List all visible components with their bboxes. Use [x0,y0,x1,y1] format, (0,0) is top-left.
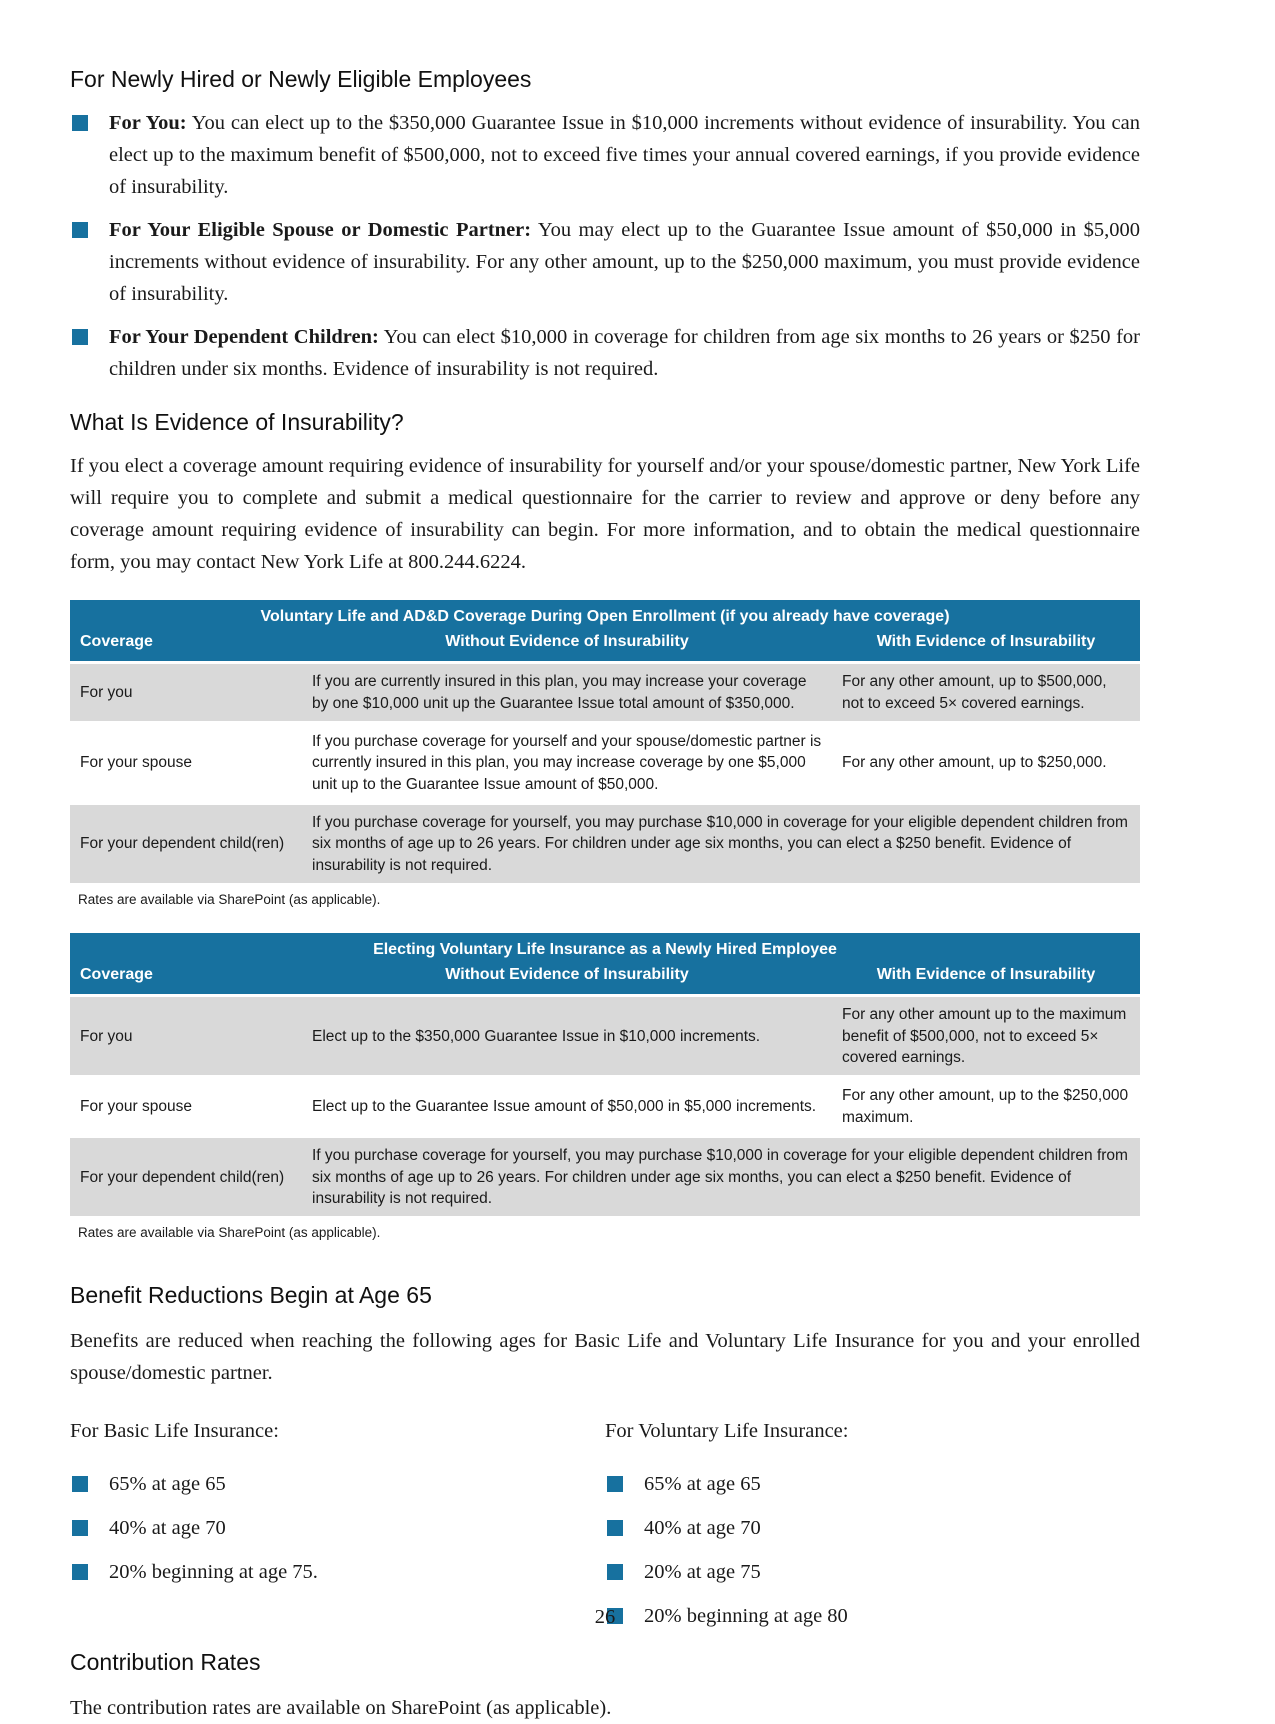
bullet-lead: For Your Dependent Children: [109,326,379,348]
bullet-text [109,321,1140,385]
list-item [70,107,1140,203]
benefit-reductions-paragraph: Benefits are reduced when reaching the following ages for Basic Life and Voluntary Life Insurance for you and your enrolled spouse/domestic partner. [70,1330,1140,1385]
bullet-square-icon [607,1476,623,1492]
coverage-table-newly-hired [70,933,1140,1216]
bullet-square-icon [72,115,88,131]
newly-hired-bullet-list [70,107,1140,385]
evidence-paragraph: If you elect a coverage amount requiring evidence of insurability for yourself and/or your spouse/domestic partner, New York Life will require you to complete and submit a medical questionnaire for the carrier to review and approve or deny before any coverage amount requiring evidence of insurability can begin. For more information, and to obtain the medical questionnaire form, you may contact New York Life at 800.244.6224. [70,455,1140,573]
section-newly-hired [70,66,1140,385]
cell-with-evidence: For any other amount, up to $500,000, not to exceed 5× covered earnings. [832,663,1140,723]
table-row [70,1077,1140,1137]
section-heading-benefit-reductions: Benefit Reductions Begin at Age 65 [70,1282,432,1309]
bullet-square-icon [72,329,88,345]
bullet-square-icon [72,1476,88,1492]
age-item-text: 40% at age 70 [644,1517,761,1540]
list-item [605,1471,1140,1498]
table-row [70,996,1140,1077]
bullet-square-icon [72,1564,88,1580]
list-item [605,1559,1140,1586]
cell-coverage: For your dependent child(ren) [70,1137,302,1217]
bullet-text [109,107,1140,203]
basic-life-age-list [70,1471,605,1586]
section-heading-contribution-rates: Contribution Rates [70,1649,261,1676]
section-contribution-rates [70,1649,1140,1724]
list-item [70,1559,605,1586]
list-item [605,1515,1140,1542]
age-item-text: 20% beginning at age 75. [109,1561,318,1584]
table-row [70,663,1140,723]
bullet-square-icon [72,1520,88,1536]
bullet-square-icon [72,222,88,238]
section-benefit-reductions [70,1282,1140,1647]
column-header-with-evidence: With Evidence of Insurability [832,629,1140,663]
coverage-table-open-enrollment [70,600,1140,883]
table-row [70,1137,1140,1217]
cell-coverage: For you [70,663,302,723]
cell-dependent-span: If you purchase coverage for yourself, you may purchase $10,000 in coverage for your eligible dependent children from six months of age up to 26 years. For children under age six months, you can elect a $250 benefit. Evidence of insurability is not required. [302,1137,1140,1217]
cell-with-evidence: For any other amount up to the maximum benefit of $500,000, not to exceed 5× covered earnings. [832,996,1140,1077]
cell-without-evidence: If you purchase coverage for yourself and your spouse/domestic partner is currently insured in this plan, you may increase coverage by one $5,000 unit up to the Guarantee Issue amount of $50,000. [302,722,832,803]
table-title: Electing Voluntary Life Insurance as a Newly Hired Employee [70,933,1140,962]
voluntary-life-label: For Voluntary Life Insurance: [605,1420,849,1443]
age-item-text: 40% at age 70 [109,1517,226,1540]
table-footnote: Rates are available via SharePoint (as applicable). [78,892,381,908]
list-item [70,214,1140,310]
page-number: 26 [594,1606,616,1628]
table-title: Voluntary Life and AD&D Coverage During Open Enrollment (if you already have coverage) [70,600,1140,629]
column-header-coverage: Coverage [70,629,302,663]
section-heading-newly-hired: For Newly Hired or Newly Eligible Employees [70,66,532,92]
cell-with-evidence: For any other amount, up to $250,000. [832,722,1140,803]
column-header-coverage: Coverage [70,962,302,996]
bullet-body: You may elect up to the Guarantee Issue amount of $50,000 in $5,000 increments without evidence of insurability. For any other amount, up to the $250,000 maximum, you must provide evidence of insurability. [109,219,1140,305]
age-item-text: 65% at age 65 [109,1473,226,1496]
cell-coverage: For your dependent child(ren) [70,804,302,884]
table-row [70,804,1140,884]
cell-without-evidence: Elect up to the $350,000 Guarantee Issue in $10,000 increments. [302,996,832,1077]
section-evidence [70,409,1140,578]
table-row [70,722,1140,803]
list-item [70,1515,605,1542]
bullet-lead: For Your Eligible Spouse or Domestic Partner: [109,219,532,241]
bullet-lead: For You: [109,112,187,134]
cell-coverage: For your spouse [70,1077,302,1137]
column-header-with-evidence: With Evidence of Insurability [832,962,1140,996]
age-item-text: 20% beginning at age 80 [644,1605,848,1628]
cell-without-evidence: If you are currently insured in this plan, you may increase your coverage by one $10,000 unit up the Guarantee Issue total amount of $350,000. [302,663,832,723]
basic-life-label: For Basic Life Insurance: [70,1420,279,1443]
cell-without-evidence: Elect up to the Guarantee Issue amount of $50,000 in $5,000 increments. [302,1077,832,1137]
bullet-square-icon [607,1564,623,1580]
section-heading-evidence: What Is Evidence of Insurability? [70,409,404,435]
cell-dependent-span: If you purchase coverage for yourself, you may purchase $10,000 in coverage for your eligible dependent children from six months of age up to 26 years. For children under age six months, you can elect a $250 benefit. Evidence of insurability is not required. [302,804,1140,884]
bullet-square-icon [607,1520,623,1536]
bullet-body: You can elect up to the $350,000 Guarantee Issue in $10,000 increments without evidence of insurability. You can elect up to the maximum benefit of $500,000, not to exceed five times your annual covered earnings, if you provide evidence of insurability. [109,112,1141,198]
list-item [70,1471,605,1498]
contribution-rates-paragraph: The contribution rates are available on SharePoint (as applicable). [70,1697,612,1720]
table-footnote: Rates are available via SharePoint (as applicable). [78,1225,381,1241]
cell-coverage: For you [70,996,302,1077]
column-header-without-evidence: Without Evidence of Insurability [302,962,832,996]
column-header-without-evidence: Without Evidence of Insurability [302,629,832,663]
age-item-text: 65% at age 65 [644,1473,761,1496]
bullet-text [109,214,1140,310]
cell-with-evidence: For any other amount, up to the $250,000 maximum. [832,1077,1140,1137]
age-item-text: 20% at age 75 [644,1561,761,1584]
bullet-body: You can elect $10,000 in coverage for children from age six months to 26 years or $250 for children under six months. Evidence of insurability is not required. [109,326,1140,380]
list-item [70,321,1140,385]
cell-coverage: For your spouse [70,722,302,803]
